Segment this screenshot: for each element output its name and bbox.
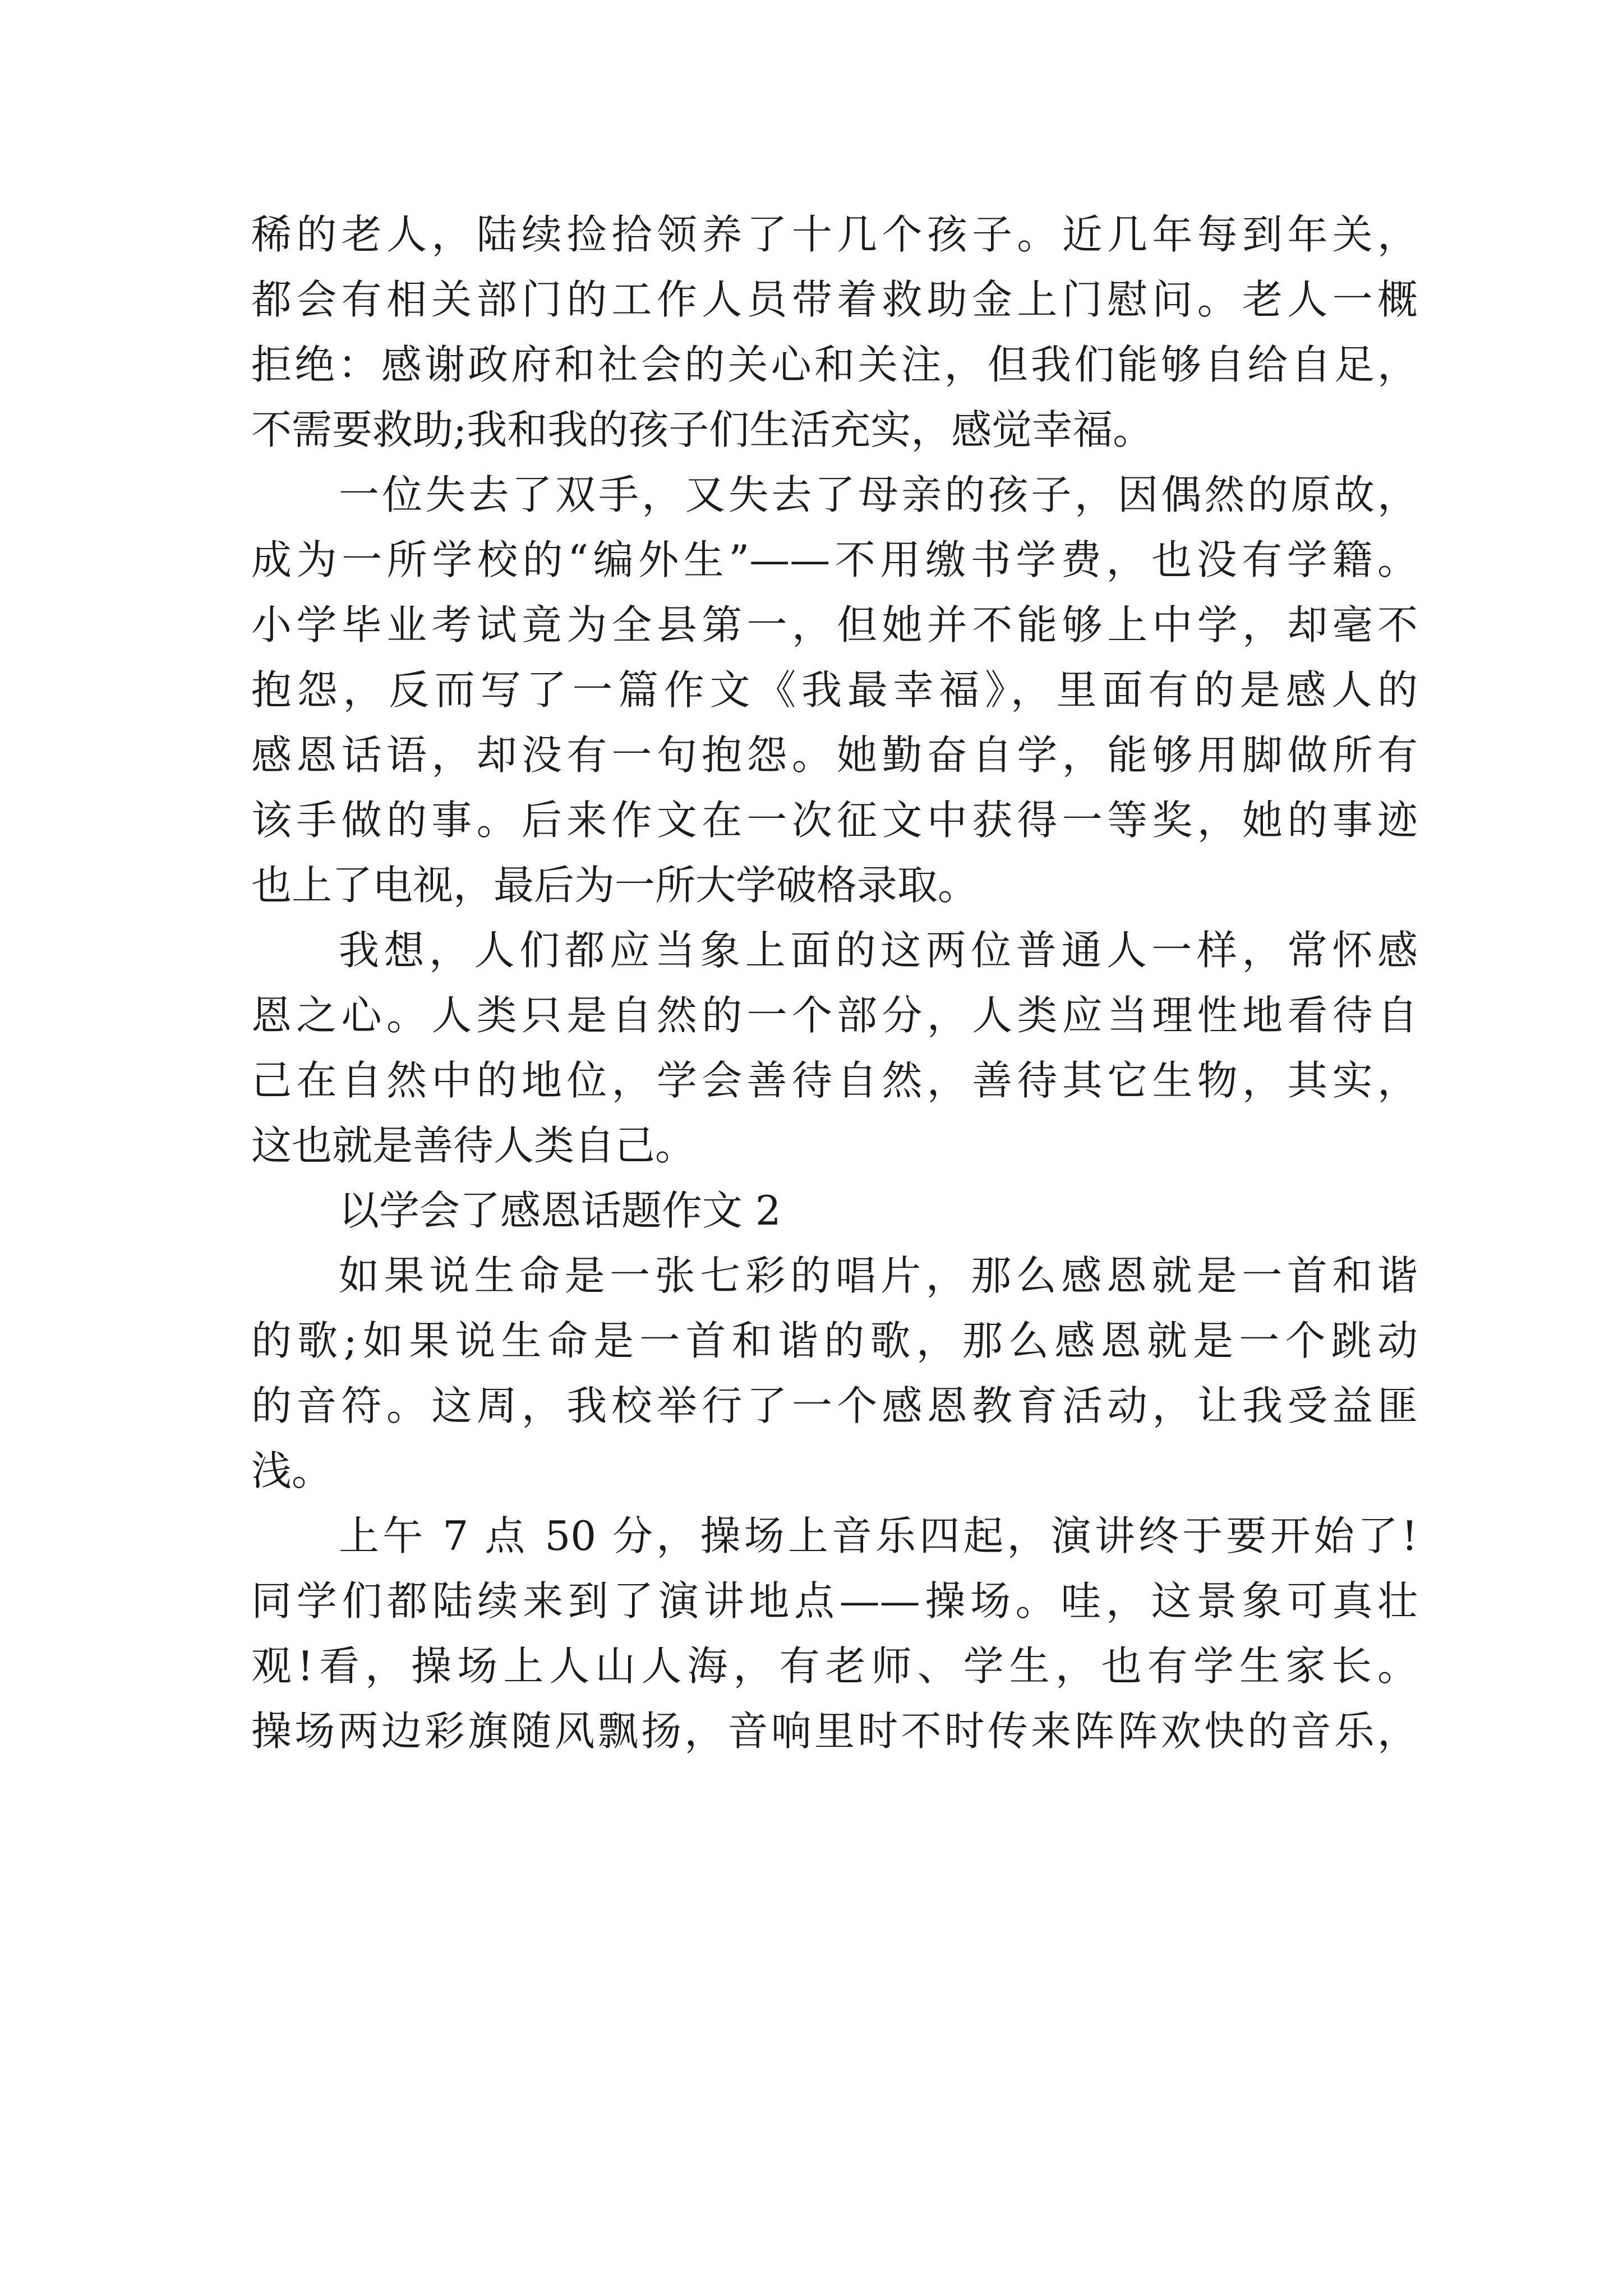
paragraph-5 [251,1503,1418,1764]
text-line: 不需要救助;我和我的孩子们生活充实，感觉幸福。 [251,406,1154,453]
paragraph-3 [251,918,1418,1178]
text-line: 抱怨，反而写了一篇作文《我最幸福》，里面有的是感人的 [251,666,1418,714]
text-line: 如果说生命是一张七彩的唱片，那么感恩就是一首和谐 [339,1252,1418,1299]
text-line: 浅。 [251,1447,333,1494]
paragraph-1 [251,202,1418,462]
paragraph-2 [251,462,1418,918]
text-line: 成为一所学校的“编外生”——不用缴书学费，也没有学籍。 [251,536,1418,583]
text-line: 的歌;如果说生命是一首和谐的歌，那么感恩就是一个跳动 [251,1317,1418,1364]
text-line: 的音符。这周，我校举行了一个感恩教育活动，让我受益匪 [251,1382,1418,1429]
text-line: 感恩话语，却没有一句抱怨。她勤奋自学，能够用脚做所有 [251,731,1418,779]
text-line: 一位失去了双手，又失去了母亲的孩子，因偶然的原故， [339,471,1418,518]
section-heading [251,1178,1418,1243]
text-line: 拒绝：感谢政府和社会的关心和关注，但我们能够自给自足， [251,341,1418,388]
text-line: 这也就是善待人类自己。 [251,1122,696,1169]
text-line: 稀的老人，陆续捡拾领养了十几个孩子。近几年每到年关， [251,211,1418,258]
text-line: 都会有相关部门的工作人员带着救助金上门慰问。老人一概 [251,276,1418,323]
paragraph-4 [251,1243,1418,1503]
text-line: 观!看，操场上人山人海，有老师、学生，也有学生家长。 [251,1642,1418,1690]
text-line: 己在自然中的地位，学会善待自然，善待其它生物，其实， [251,1057,1418,1104]
text-line: 该手做的事。后来作文在一次征文中获得一等奖，她的事迹 [251,797,1418,844]
text-line: 恩之心。人类只是自然的一个部分，人类应当理性地看待自 [251,992,1418,1039]
text-line: 同学们都陆续来到了演讲地点——操场。哇，这景象可真壮 [251,1577,1418,1625]
text-line: 我想，人们都应当象上面的这两位普通人一样，常怀感 [339,927,1418,974]
text-line: 小学毕业考试竟为全县第一，但她并不能够上中学，却毫不 [251,601,1418,648]
text-line: 上午 7 点 50 分，操场上音乐四起，演讲终于要开始了! [339,1512,1418,1559]
text-line: 操场两边彩旗随风飘扬，音响里时不时传来阵阵欢快的音乐， [251,1708,1418,1755]
text-line: 也上了电视，最后为一所大学破格录取。 [251,862,979,909]
document-body [251,202,1418,1764]
heading-text: 以学会了感恩话题作文 2 [339,1187,781,1234]
